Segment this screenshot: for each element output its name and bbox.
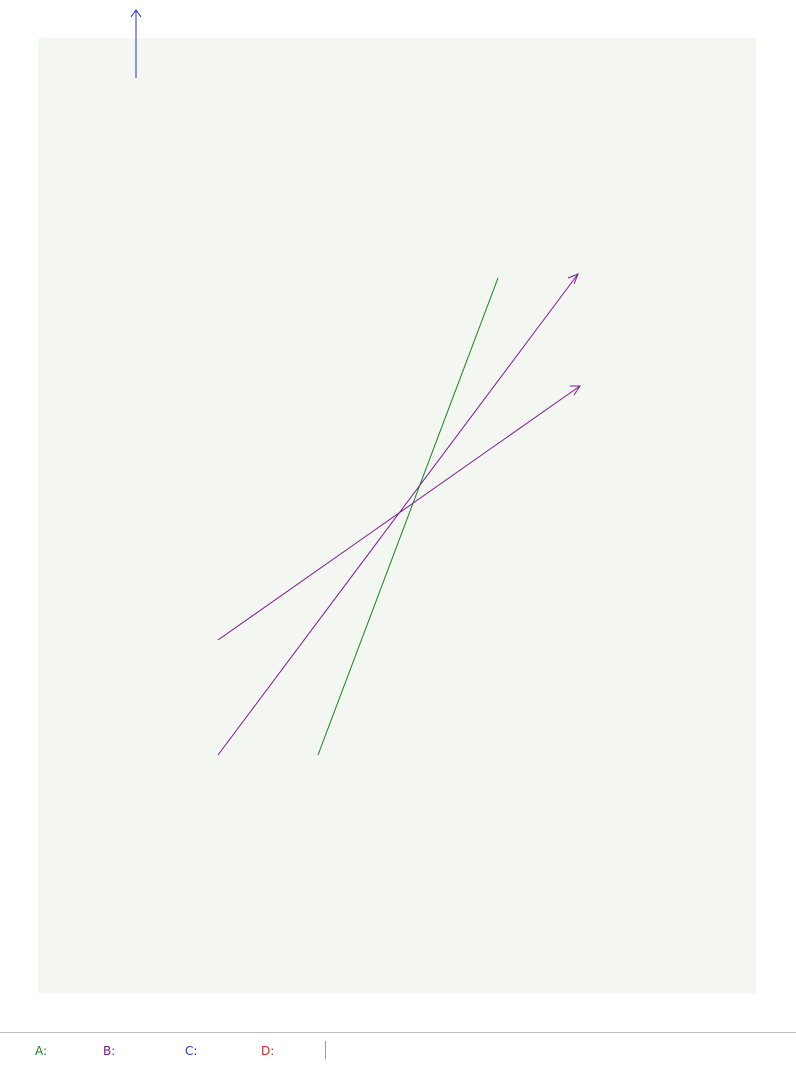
legend-b: B:	[103, 1044, 116, 1058]
legend-c: C:	[185, 1044, 198, 1058]
horoscope-chart	[38, 38, 756, 993]
legend-d: D:	[261, 1044, 275, 1058]
c-arrow-head	[131, 10, 141, 17]
legend-bar	[0, 1032, 796, 1070]
legend-a: A:	[35, 1044, 48, 1058]
